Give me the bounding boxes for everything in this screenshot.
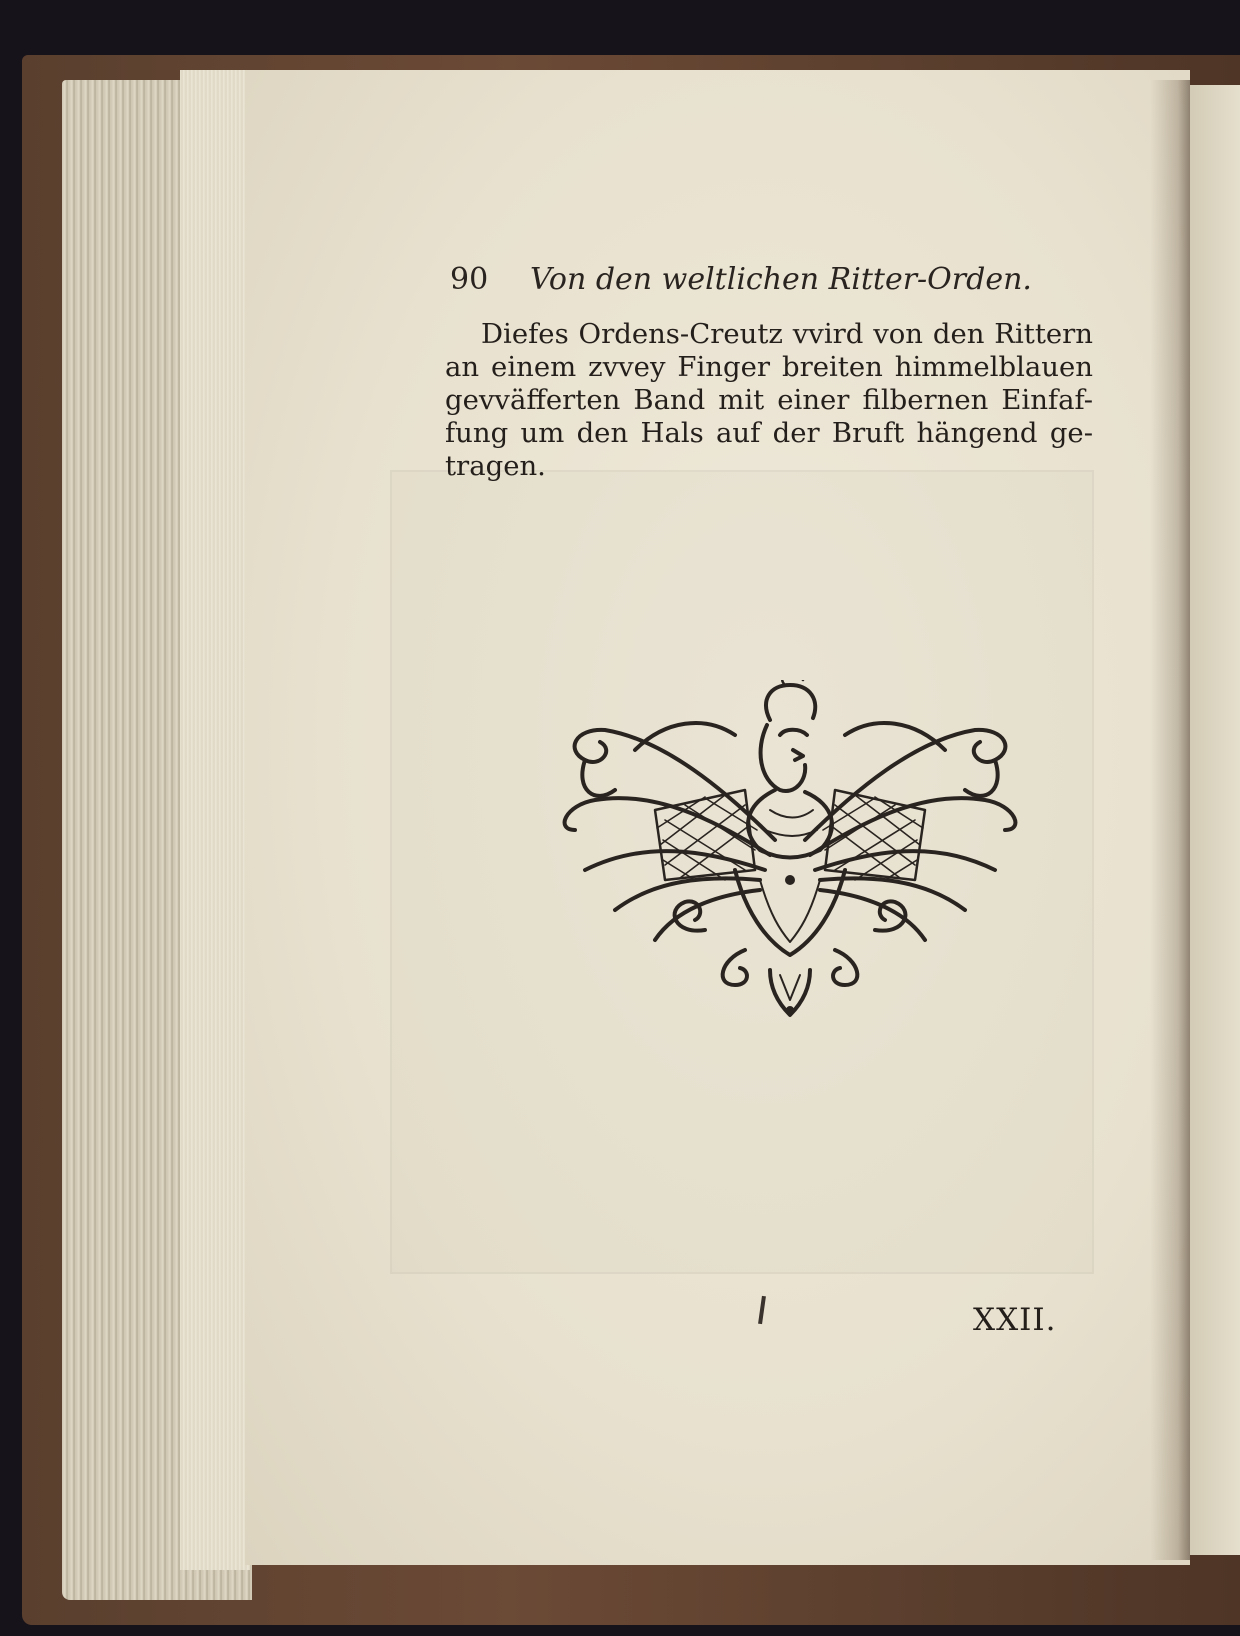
gutter-shadow — [1150, 80, 1190, 1560]
body-paragraph — [445, 318, 1093, 483]
text-line: gevväfferten Band mit einer filbernen Einfaf- — [445, 384, 1093, 416]
catchword: XXII. — [973, 1302, 1057, 1338]
facing-page-edge — [1190, 85, 1240, 1555]
page-number: 90 — [450, 262, 489, 297]
leaf-stack — [180, 70, 250, 1570]
text-line: tragen. — [445, 450, 546, 482]
text-line: fung um den Hals auf der Bruft hängend ge- — [445, 417, 1093, 449]
text-line: Diefes Ordens-Creutz vvird von den Rittern — [481, 318, 1093, 350]
running-head-title: Von den weltlichen Ritter-Orden. — [530, 262, 1032, 297]
text-line: an einem zvvey Finger breiten himmelblauen — [445, 351, 1093, 383]
bust-vignette-icon — [545, 680, 1035, 1020]
running-head — [450, 258, 1090, 306]
